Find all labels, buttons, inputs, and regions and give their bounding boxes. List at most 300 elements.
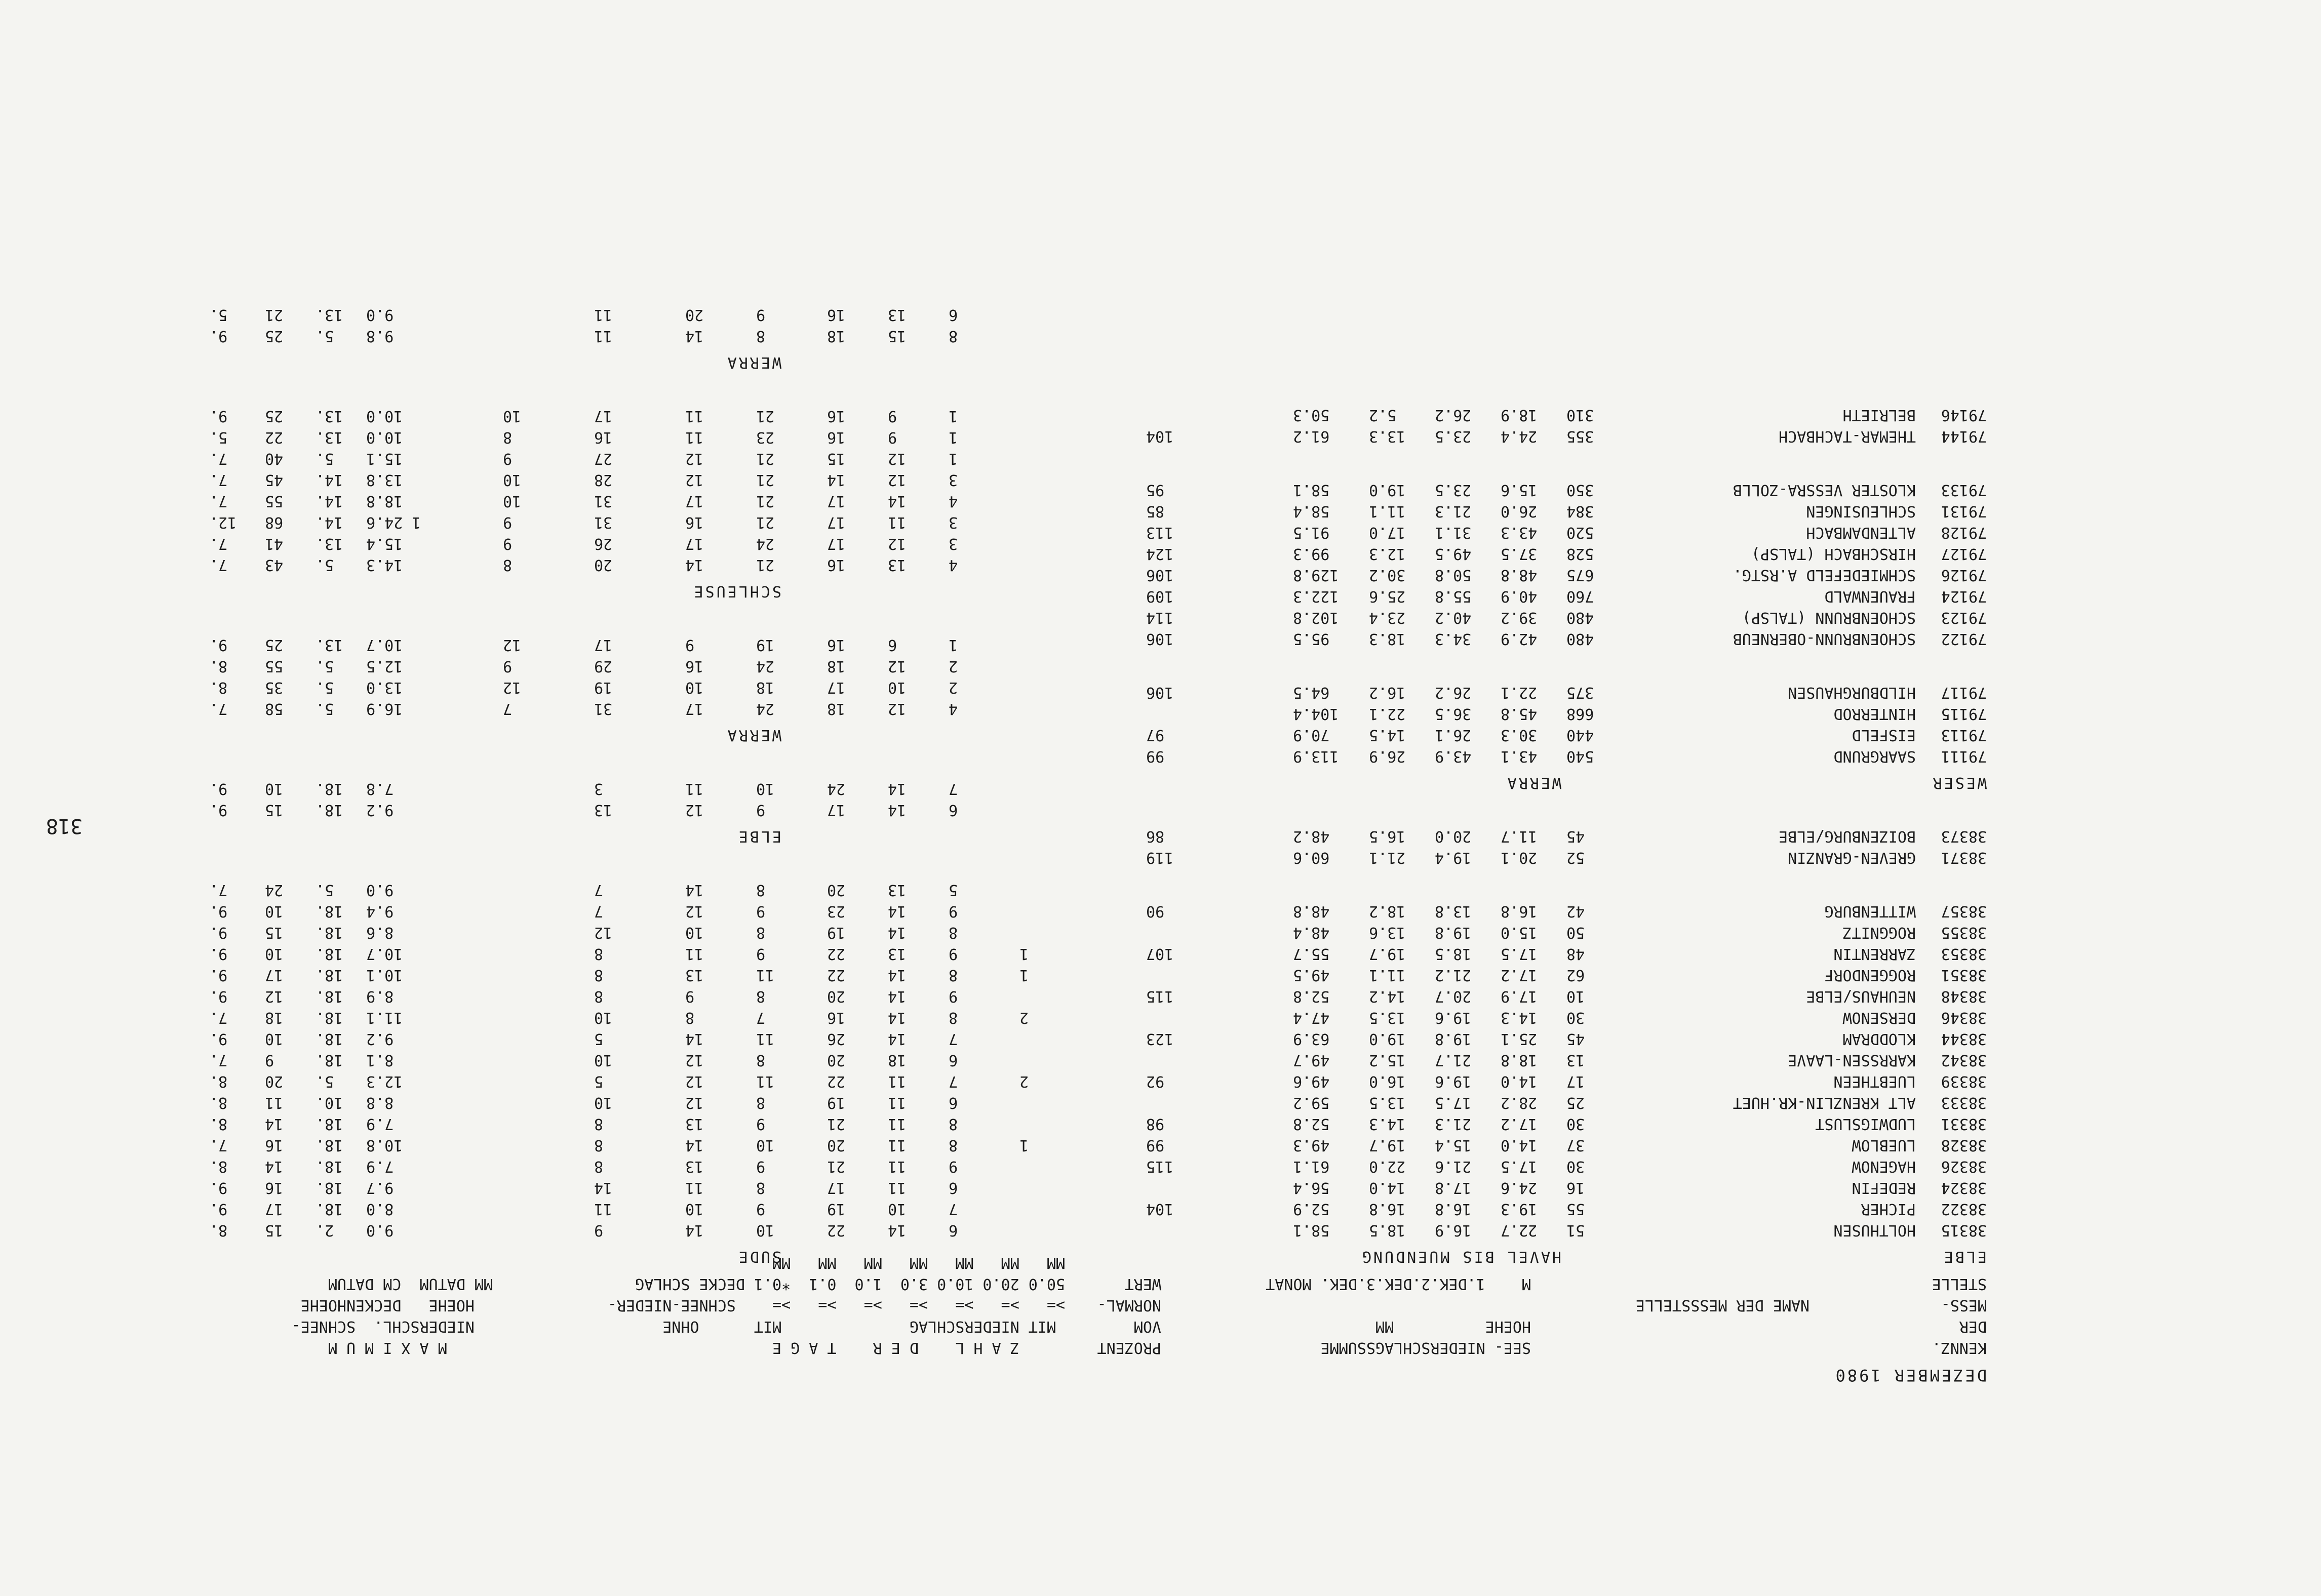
cell-mon: 49.7 xyxy=(1293,1051,1330,1069)
sub-basin-label: WERRA xyxy=(725,353,781,371)
cell-c01: 11 xyxy=(685,1179,704,1196)
cell-name: ALT KRENZLIN-KR.HUET xyxy=(1733,1094,1916,1111)
cell-d1: 15.6 xyxy=(1501,481,1538,499)
cell-c10: 12 xyxy=(888,535,907,552)
cell-elev: 51 xyxy=(1566,1221,1585,1239)
cell-c1: 8 xyxy=(756,1051,766,1069)
cell-elev: 10 xyxy=(1566,987,1585,1005)
cell-d1: 20.1 xyxy=(1501,849,1538,866)
cell-mon: 99.3 xyxy=(1293,545,1330,563)
cell-c20: 6 xyxy=(949,1221,958,1239)
cell-mx: 15.1 xyxy=(366,450,403,467)
cell-cst: 10 xyxy=(594,1094,613,1111)
cell-sn: 24 xyxy=(265,881,284,899)
cell-mx: 12.3 xyxy=(366,1072,403,1090)
cell-c01: 10 xyxy=(685,1200,704,1218)
cell-name: PICHER xyxy=(1861,1200,1916,1218)
cell-mxd: 10. xyxy=(316,1094,343,1111)
cell-mxd: 18. xyxy=(316,1179,343,1196)
cell-mon: 49.5 xyxy=(1293,966,1330,984)
cell-c50: 2 xyxy=(1019,1072,1029,1090)
cell-c20: 4 xyxy=(949,700,958,717)
cell-c10: 15 xyxy=(888,327,907,345)
cell-c50: 1 xyxy=(1019,945,1029,963)
cell-d2: 26.1 xyxy=(1435,726,1472,744)
cell-c20: 9 xyxy=(949,987,958,1005)
cell-c3: 20 xyxy=(827,1051,846,1069)
cell-mxd: 5. xyxy=(316,450,334,467)
cell-d3: 25.6 xyxy=(1369,587,1406,605)
cell-pct: 99 xyxy=(1146,747,1165,765)
cell-cst: 31 xyxy=(594,513,613,531)
cell-c3: 19 xyxy=(827,1200,846,1218)
cell-name: HINTERROD xyxy=(1833,705,1916,723)
cell-snd: 8. xyxy=(209,1094,228,1111)
cell-c1: 9 xyxy=(756,902,766,920)
cell-c3: 19 xyxy=(827,1094,846,1111)
cell-pct: 106 xyxy=(1146,684,1174,701)
cell-snd: 9. xyxy=(209,327,228,345)
cell-d2: 21.6 xyxy=(1435,1158,1472,1175)
cell-sn: 68 xyxy=(265,513,284,531)
cell-d2: 34.3 xyxy=(1435,630,1472,648)
cell-d3: 19.0 xyxy=(1369,481,1406,499)
cell-c20: 7 xyxy=(949,1200,958,1218)
cell-cst: 20 xyxy=(594,556,613,574)
cell-sn: 14 xyxy=(265,1158,284,1175)
cell-id: 38373 xyxy=(1941,827,1987,845)
cell-snow: 8 xyxy=(503,428,513,446)
cell-c1: 18 xyxy=(756,679,775,696)
cell-d2: 31.1 xyxy=(1435,524,1472,541)
cell-id: 79131 xyxy=(1941,502,1987,520)
cell-mxd: 5. xyxy=(316,679,334,696)
cell-d3: 22.0 xyxy=(1369,1158,1406,1175)
cell-d3: 22.1 xyxy=(1369,705,1406,723)
cell-c1: 8 xyxy=(756,924,766,941)
cell-mxd: 13. xyxy=(316,407,343,425)
cell-pct: 90 xyxy=(1146,902,1165,920)
cell-elev: 30 xyxy=(1566,1115,1585,1133)
cell-mxd: 13. xyxy=(316,306,343,324)
cell-d2: 16.9 xyxy=(1435,1221,1472,1239)
cell-d1: 17.5 xyxy=(1501,1158,1538,1175)
cell-c10: 14 xyxy=(888,801,907,819)
cell-mon: 58.1 xyxy=(1293,1221,1330,1239)
cell-snow: 12 xyxy=(503,636,522,654)
cell-snd: 8. xyxy=(209,1072,228,1090)
cell-c10: 11 xyxy=(888,1072,907,1090)
cell-d2: 26.2 xyxy=(1435,684,1472,701)
cell-snow: 9 xyxy=(503,535,513,552)
cell-c10: 14 xyxy=(888,987,907,1005)
cell-c1: 11 xyxy=(756,1030,775,1048)
cell-c10: 14 xyxy=(888,1221,907,1239)
cell-id: 38351 xyxy=(1941,966,1987,984)
cell-sn: 15 xyxy=(265,801,284,819)
cell-name: HAGENOW xyxy=(1852,1158,1916,1175)
cell-cst: 27 xyxy=(594,450,613,467)
cell-snd: 9. xyxy=(209,987,228,1005)
cell-mx: 10.0 xyxy=(366,407,403,425)
cell-mon: 91.5 xyxy=(1293,524,1330,541)
cell-elev: 17 xyxy=(1566,1072,1585,1090)
cell-d3: 16.8 xyxy=(1369,1200,1406,1218)
cell-mx: 10.1 xyxy=(366,966,403,984)
cell-c01: 12 xyxy=(685,902,704,920)
cell-id: 79133 xyxy=(1941,481,1987,499)
cell-d3: 16.2 xyxy=(1369,684,1406,701)
cell-snd: 9. xyxy=(209,636,228,654)
cell-snd: 12. xyxy=(209,513,237,531)
cell-pct: 104 xyxy=(1146,427,1174,445)
cell-cst: 8 xyxy=(594,945,604,963)
cell-cst: 10 xyxy=(594,1051,613,1069)
cell-c20: 3 xyxy=(949,535,958,552)
cell-c20: 6 xyxy=(949,1051,958,1069)
cell-d2: 17.8 xyxy=(1435,1179,1472,1196)
cell-snd: 8. xyxy=(209,679,228,696)
cell-id: 38322 xyxy=(1941,1200,1987,1218)
cell-d3: 19.7 xyxy=(1369,1136,1406,1154)
cell-c1: 8 xyxy=(756,1094,766,1111)
cell-elev: 42 xyxy=(1566,902,1585,920)
header-station-name: NAME DER MESSSTELLE xyxy=(1635,1296,1809,1314)
cell-d3: 17.0 xyxy=(1369,524,1406,541)
cell-mx: 14.3 xyxy=(366,556,403,574)
cell-c1: 21 xyxy=(756,513,775,531)
cell-c50: 1 xyxy=(1019,1136,1029,1154)
cell-c01: 11 xyxy=(685,428,704,446)
cell-c01: 12 xyxy=(685,1051,704,1069)
cell-c10: 14 xyxy=(888,966,907,984)
cell-sn: 25 xyxy=(265,327,284,345)
cell-mxd: 5. xyxy=(316,881,334,899)
cell-elev: 384 xyxy=(1566,502,1594,520)
cell-mx: 8.9 xyxy=(366,987,394,1005)
cell-c01: 11 xyxy=(685,407,704,425)
cell-cst: 17 xyxy=(594,636,613,654)
cell-sn: 16 xyxy=(265,1179,284,1196)
cell-sn: 14 xyxy=(265,1115,284,1133)
cell-d1: 48.8 xyxy=(1501,566,1538,584)
cell-cst: 8 xyxy=(594,966,604,984)
cell-pct: 115 xyxy=(1146,987,1174,1005)
cell-c10: 11 xyxy=(888,1136,907,1154)
cell-c01: 11 xyxy=(685,780,704,797)
cell-c1: 10 xyxy=(756,780,775,797)
cell-c01: 8 xyxy=(685,1009,695,1026)
cell-sn: 9 xyxy=(265,1051,274,1069)
cell-mx: 7.9 xyxy=(366,1158,394,1175)
cell-c20: 2 xyxy=(949,657,958,675)
cell-id: 38357 xyxy=(1941,902,1987,920)
cell-elev: 50 xyxy=(1566,924,1585,941)
cell-snow: 10 xyxy=(503,471,522,489)
cell-c01: 17 xyxy=(685,492,704,510)
cell-name: KLODDRAM xyxy=(1842,1030,1916,1048)
cell-c20: 6 xyxy=(949,306,958,324)
cell-sn: 10 xyxy=(265,902,284,920)
cell-c3: 17 xyxy=(827,1179,846,1196)
cell-c1: 21 xyxy=(756,471,775,489)
cell-pct: 106 xyxy=(1146,630,1174,648)
cell-snd: 9. xyxy=(209,1200,228,1218)
cell-c3: 16 xyxy=(827,306,846,324)
cell-mxd: 5. xyxy=(316,700,334,717)
cell-cst: 11 xyxy=(594,306,613,324)
cell-c1: 10 xyxy=(756,1221,775,1239)
cell-c1: 23 xyxy=(756,428,775,446)
cell-cst: 29 xyxy=(594,657,613,675)
cell-mon: 56.4 xyxy=(1293,1179,1330,1196)
cell-cst: 31 xyxy=(594,700,613,717)
cell-c3: 17 xyxy=(827,679,846,696)
cell-mxd: 18. xyxy=(316,945,343,963)
cell-name: ZARRENTIN xyxy=(1833,945,1916,963)
cell-c3: 18 xyxy=(827,327,846,345)
cell-mon: 102.8 xyxy=(1293,609,1339,626)
cell-c1: 8 xyxy=(756,987,766,1005)
cell-id: 79124 xyxy=(1941,587,1987,605)
cell-d3: 13.5 xyxy=(1369,1094,1406,1111)
cell-elev: 45 xyxy=(1566,827,1585,845)
cell-d1: 43.3 xyxy=(1501,524,1538,541)
cell-d2: 23.5 xyxy=(1435,481,1472,499)
cell-c01: 14 xyxy=(685,1030,704,1048)
cell-snd: 8. xyxy=(209,657,228,675)
cell-id: 79115 xyxy=(1941,705,1987,723)
cell-d1: 42.9 xyxy=(1501,630,1538,648)
cell-c1: 7 xyxy=(756,1009,766,1026)
cell-c10: 12 xyxy=(888,657,907,675)
cell-snow: 12 xyxy=(503,679,522,696)
cell-c1: 8 xyxy=(756,1179,766,1196)
cell-snd: 5. xyxy=(209,428,228,446)
cell-id: 38348 xyxy=(1941,987,1987,1005)
cell-mx: 10.8 xyxy=(366,1136,403,1154)
cell-c20: 6 xyxy=(949,801,958,819)
cell-cst: 10 xyxy=(594,1009,613,1026)
cell-c20: 3 xyxy=(949,513,958,531)
cell-c10: 13 xyxy=(888,881,907,899)
cell-mon: 55.7 xyxy=(1293,945,1330,963)
cell-d2: 26.2 xyxy=(1435,406,1472,424)
cell-c20: 7 xyxy=(949,780,958,797)
cell-id: 38333 xyxy=(1941,1094,1987,1111)
cell-c3: 16 xyxy=(827,1009,846,1026)
cell-mx: 12.5 xyxy=(366,657,403,675)
cell-id: 38326 xyxy=(1941,1158,1987,1175)
cell-c10: 9 xyxy=(888,407,897,425)
cell-dry: 1 xyxy=(412,513,421,531)
cell-c01: 20 xyxy=(685,306,704,324)
cell-c1: 24 xyxy=(756,657,775,675)
cell-elev: 540 xyxy=(1566,747,1594,765)
cell-c20: 8 xyxy=(949,1136,958,1154)
cell-mon: 61.2 xyxy=(1293,427,1330,445)
cell-c01: 11 xyxy=(685,945,704,963)
sub-basin-label: SUDE xyxy=(736,1248,781,1265)
cell-d1: 15.0 xyxy=(1501,924,1538,941)
cell-c10: 14 xyxy=(888,780,907,797)
cell-mxd: 18. xyxy=(316,902,343,920)
cell-c01: 13 xyxy=(685,966,704,984)
cell-c10: 10 xyxy=(888,679,907,696)
cell-cst: 14 xyxy=(594,1179,613,1196)
header-precip-sum: SEE- NIEDERSCHLAGSSUMME HOEHE MM M 1.DEK.2.DEK.3.DEK. MONAT xyxy=(1266,1275,1531,1356)
cell-d2: 21.3 xyxy=(1435,502,1472,520)
cell-c1: 24 xyxy=(756,535,775,552)
cell-mon: 50.3 xyxy=(1293,406,1330,424)
cell-snd: 9. xyxy=(209,924,228,941)
cell-snd: 9. xyxy=(209,407,228,425)
cell-name: EISFELD xyxy=(1852,726,1916,744)
cell-id: 79126 xyxy=(1941,566,1987,584)
cell-c01: 14 xyxy=(685,1221,704,1239)
cell-c3: 21 xyxy=(827,1158,846,1175)
cell-sn: 55 xyxy=(265,657,284,675)
cell-elev: 16 xyxy=(1566,1179,1585,1196)
cell-d2: 36.5 xyxy=(1435,705,1472,723)
cell-pct: 113 xyxy=(1146,524,1174,541)
cell-mx: 8.1 xyxy=(366,1051,394,1069)
cell-snow: 9 xyxy=(503,450,513,467)
cell-c3: 20 xyxy=(827,987,846,1005)
river-basin-label: ELBE xyxy=(1942,1248,1987,1265)
cell-mon: 52.8 xyxy=(1293,1115,1330,1133)
cell-d3: 30.2 xyxy=(1369,566,1406,584)
cell-mxd: 5. xyxy=(316,556,334,574)
cell-mx: 18.8 xyxy=(366,492,403,510)
cell-snd: 8. xyxy=(209,1221,228,1239)
cell-d1: 17.2 xyxy=(1501,1115,1538,1133)
cell-mon: 52.9 xyxy=(1293,1200,1330,1218)
cell-c01: 17 xyxy=(685,535,704,552)
cell-sn: 15 xyxy=(265,1221,284,1239)
cell-c01: 14 xyxy=(685,327,704,345)
cell-c3: 17 xyxy=(827,801,846,819)
cell-name: ALTENDAMBACH xyxy=(1806,524,1916,541)
cell-d3: 21.1 xyxy=(1369,849,1406,866)
cell-c1: 21 xyxy=(756,407,775,425)
cell-mx: 8.0 xyxy=(366,1200,394,1218)
cell-c01: 13 xyxy=(685,1115,704,1133)
cell-mxd: 13. xyxy=(316,636,343,654)
cell-c1: 24 xyxy=(756,700,775,717)
sub-basin-label: ELBE xyxy=(736,827,781,845)
cell-c01: 10 xyxy=(685,924,704,941)
cell-name: THEMAR-TACHBACH xyxy=(1779,427,1916,445)
cell-d2: 19.4 xyxy=(1435,849,1472,866)
cell-name: KLOSTER VESSRA-ZOLLB xyxy=(1733,481,1916,499)
cell-id: 79122 xyxy=(1941,630,1987,648)
cell-mon: 49.6 xyxy=(1293,1072,1330,1090)
cell-c20: 4 xyxy=(949,556,958,574)
cell-d3: 15.2 xyxy=(1369,1051,1406,1069)
cell-pct: 98 xyxy=(1146,1115,1165,1133)
cell-c10: 11 xyxy=(888,1094,907,1111)
cell-d2: 15.4 xyxy=(1435,1136,1472,1154)
cell-d3: 18.3 xyxy=(1369,630,1406,648)
cell-c1: 9 xyxy=(756,306,766,324)
cell-d2: 43.9 xyxy=(1435,747,1472,765)
cell-mon: 58.4 xyxy=(1293,502,1330,520)
cell-c3: 16 xyxy=(827,407,846,425)
cell-d2: 40.2 xyxy=(1435,609,1472,626)
cell-name: SCHOENBRUNN-OBERNEUB xyxy=(1733,630,1916,648)
cell-elev: 30 xyxy=(1566,1009,1585,1026)
cell-pct: 114 xyxy=(1146,609,1174,626)
cell-c1: 9 xyxy=(756,1158,766,1175)
cell-mx: 9.0 xyxy=(366,881,394,899)
cell-c3: 26 xyxy=(827,1030,846,1048)
cell-pct: 97 xyxy=(1146,726,1165,744)
cell-mon: 63.9 xyxy=(1293,1030,1330,1048)
cell-c3: 24 xyxy=(827,780,846,797)
cell-c3: 22 xyxy=(827,1072,846,1090)
cell-id: 79128 xyxy=(1941,524,1987,541)
cell-d1: 30.3 xyxy=(1501,726,1538,744)
cell-name: LUEBTHEEN xyxy=(1833,1072,1916,1090)
cell-elev: 528 xyxy=(1566,545,1594,563)
cell-name: LUDWIGSLUST xyxy=(1815,1115,1916,1133)
cell-c3: 16 xyxy=(827,636,846,654)
cell-cst: 8 xyxy=(594,1115,604,1133)
cell-d3: 13.6 xyxy=(1369,924,1406,941)
cell-d3: 23.4 xyxy=(1369,609,1406,626)
cell-name: LUEBLOW xyxy=(1852,1136,1916,1154)
cell-name: DERSENOW xyxy=(1842,1009,1916,1026)
cell-mxd: 13. xyxy=(316,428,343,446)
cell-c01: 9 xyxy=(685,987,695,1005)
cell-snow: 8 xyxy=(503,556,513,574)
cell-d2: 20.0 xyxy=(1435,827,1472,845)
cell-c3: 20 xyxy=(827,881,846,899)
cell-mx: 16.9 xyxy=(366,700,403,717)
cell-d3: 14.3 xyxy=(1369,1115,1406,1133)
cell-d1: 17.9 xyxy=(1501,987,1538,1005)
cell-name: HIRSCHBACH (TALSP) xyxy=(1751,545,1916,563)
cell-d1: 22.1 xyxy=(1501,684,1538,701)
cell-d2: 50.8 xyxy=(1435,566,1472,584)
cell-c20: 8 xyxy=(949,327,958,345)
cell-c10: 10 xyxy=(888,1200,907,1218)
cell-id: 79146 xyxy=(1941,406,1987,424)
cell-mon: 48.8 xyxy=(1293,902,1330,920)
cell-c3: 20 xyxy=(827,1136,846,1154)
cell-c10: 14 xyxy=(888,492,907,510)
cell-d1: 14.3 xyxy=(1501,1009,1538,1026)
cell-d1: 18.8 xyxy=(1501,1051,1538,1069)
cell-mon: 59.2 xyxy=(1293,1094,1330,1111)
cell-c3: 15 xyxy=(827,450,846,467)
cell-d3: 13.5 xyxy=(1369,1009,1406,1026)
cell-d2: 55.8 xyxy=(1435,587,1472,605)
cell-snd: 9. xyxy=(209,966,228,984)
cell-elev: 52 xyxy=(1566,849,1585,866)
cell-c10: 13 xyxy=(888,306,907,324)
cell-id: 79144 xyxy=(1941,427,1987,445)
cell-name: ROGGENDORF xyxy=(1824,966,1916,984)
cell-c1: 11 xyxy=(756,1072,775,1090)
cell-snd: 7. xyxy=(209,450,228,467)
cell-c1: 9 xyxy=(756,801,766,819)
cell-id: 38315 xyxy=(1941,1221,1987,1239)
cell-elev: 30 xyxy=(1566,1158,1585,1175)
cell-d3: 16.0 xyxy=(1369,1072,1406,1090)
cell-cst: 16 xyxy=(594,428,613,446)
